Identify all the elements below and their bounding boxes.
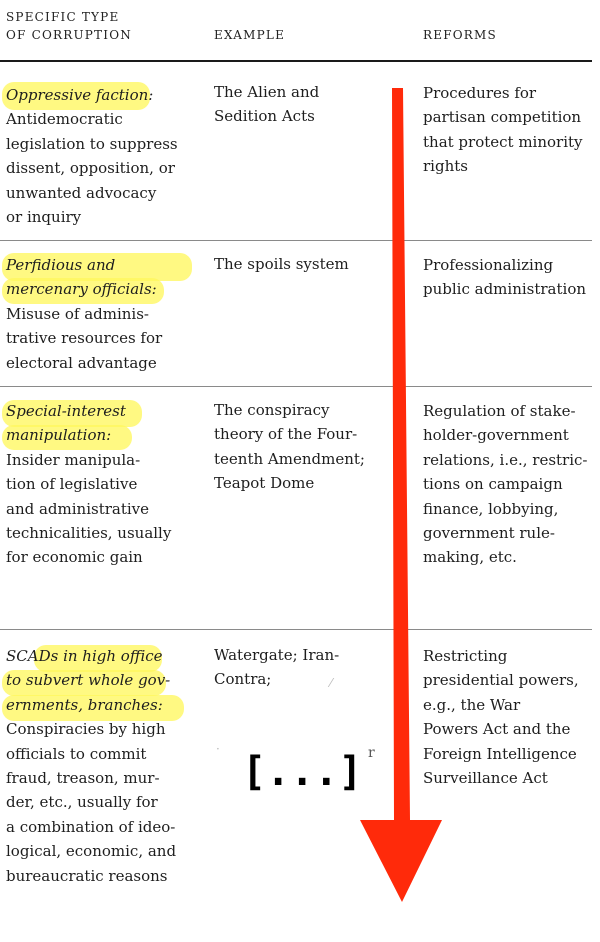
row-2-description-line: Misuse of adminis- <box>6 304 149 323</box>
row-4-description-line: fraud, treason, mur- <box>6 769 160 788</box>
row-4-description-line: officials to commit <box>6 744 147 763</box>
row-3-description-line: technicalities, usually <box>6 524 172 543</box>
row-3-description-line: for economic gain <box>6 548 143 567</box>
row-3-example: The conspiracy theory of the Four- teenth Amendment; Teapot Dome <box>214 401 365 493</box>
header-example: EXAMPLE <box>214 28 286 42</box>
row-1-description-line: unwanted advocacy <box>6 183 157 202</box>
header-type-line-2: OF CORRUPTION <box>6 28 132 42</box>
row-2-description-line: trative resources for <box>6 329 163 348</box>
ellipsis-marker: [...] <box>242 749 363 795</box>
down-arrow-shape <box>360 88 442 902</box>
row-4-description-line: a combination of ideo- <box>6 817 176 836</box>
row-4-description-line: logical, economic, and <box>6 842 177 861</box>
row-2-category: mercenary officials: <box>6 280 157 299</box>
row-1-category: Oppressive faction: <box>6 86 154 104</box>
row-1-description-line: or inquiry <box>6 208 82 227</box>
row-1-example: The Alien and Sedition Acts <box>214 83 320 126</box>
row-4-example: Watergate; Iran- Contra; <box>214 646 340 689</box>
row-2-example: The spoils system <box>214 255 349 273</box>
row-4-reforms: Restricting presidential powers, e.g., the War Powers Act and the Foreign Intelligence Surveillance Act <box>423 647 579 788</box>
row-4-category: to subvert whole gov- <box>6 671 171 690</box>
row-3-description-line: and administrative <box>6 499 150 518</box>
row-4-description-line: der, etc., usually for <box>6 793 158 812</box>
row-1-description-line: dissent, opposition, or <box>6 159 175 178</box>
row-3-category: manipulation: <box>6 426 112 445</box>
row-1-description-line: legislation to suppress <box>6 134 178 153</box>
redacted-text-fragment: r <box>368 745 375 761</box>
row-1-reforms: Procedures for partisan competition that protect minority rights <box>423 84 583 176</box>
redacted-text-fragment: ⁄ <box>330 676 333 690</box>
row-2-description-line: electoral advantage <box>6 353 157 372</box>
row-3-category: Special-interest <box>6 402 126 420</box>
row-4-category: SCADs in high office <box>6 647 163 665</box>
row-4-category: ernments, branches: <box>6 695 163 714</box>
row-1-description-line: Antidemocratic <box>6 110 123 129</box>
header-reforms: REFORMS <box>423 28 497 42</box>
row-2-category: Perfidious and <box>6 256 116 274</box>
header-type-line-1: SPECIFIC TYPE <box>6 10 120 24</box>
row-4-description-line: bureaucratic reasons <box>6 866 168 885</box>
row-4-description-line: Conspiracies by high <box>6 720 166 739</box>
row-3-reforms: Regulation of stake- holder-government relations, i.e., restric- tions on campaign finance, lobbying, government rule- making, etc. <box>423 402 588 567</box>
row-3-description-line: Insider manipula- <box>6 450 141 469</box>
redacted-text-fragment: · <box>216 742 220 756</box>
row-2-reforms: Professionalizing public administration <box>423 256 587 299</box>
row-3-description-line: tion of legislative <box>6 475 138 494</box>
